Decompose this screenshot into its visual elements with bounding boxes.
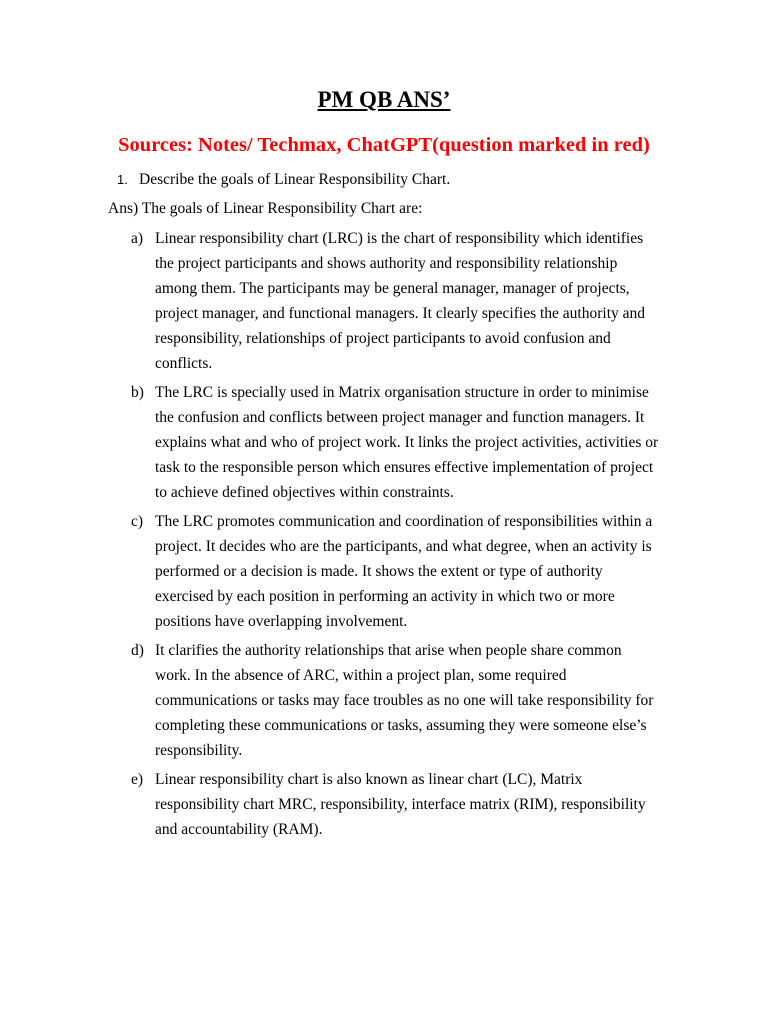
answer-line: The LRC promotes communication and coordination of responsibilities within a (155, 513, 653, 530)
answer-line: and accountability (RAM). (155, 821, 323, 838)
answer-item-b (0, 380, 768, 505)
answer-item-text (155, 226, 768, 376)
answer-list (0, 226, 768, 846)
answer-line: Linear responsibility chart (LRC) is the chart of responsibility which identifies (155, 230, 644, 247)
page-title: PM QB ANS’ (317, 87, 451, 112)
answer-line: task to the responsible person which ensures effective implementation of project (155, 459, 654, 476)
answer-line: among them. The participants may be general manager, manager of projects, (155, 280, 630, 297)
answer-line: Linear responsibility chart is also known as linear chart (LC), Matrix (155, 771, 583, 788)
answer-line: It clarifies the authority relationships that arise when people share common (155, 642, 622, 659)
answer-item-c (0, 509, 768, 634)
answer-line: communications or tasks may face troubles as no one will take responsibility for (155, 692, 654, 709)
answer-item-text (155, 380, 768, 505)
answer-item-a (0, 226, 768, 376)
sources-subtitle: Sources: Notes/ Techmax, ChatGPT(question marked in red) (118, 134, 650, 156)
answer-item-d (0, 638, 768, 763)
answer-line: the confusion and conflicts between project manager and function managers. It (155, 409, 645, 426)
answer-item-text (155, 638, 768, 763)
list-marker: b) (131, 384, 144, 401)
answer-line: work. In the absence of ARC, within a project plan, some required (155, 667, 567, 684)
list-marker: a) (131, 230, 144, 247)
answer-item-e (0, 767, 768, 842)
list-marker: e) (131, 771, 144, 788)
answer-line: performed or a decision is made. It shows the extent or type of authority (155, 563, 603, 580)
answer-line: the project participants and shows authority and responsibility relationship (155, 255, 618, 272)
answer-line: responsibility chart MRC, responsibility, interface matrix (RIM), responsibility (155, 796, 646, 813)
answer-line: completing these communications or tasks, assuming they were someone else’s (155, 717, 647, 734)
answer-intro: Ans) The goals of Linear Responsibility Chart are: (108, 200, 423, 217)
list-marker: c) (131, 513, 144, 530)
answer-line: The LRC is specially used in Matrix organisation structure in order to minimise (155, 384, 649, 401)
answer-line: conflicts. (155, 355, 213, 372)
answer-line: responsibility. (155, 742, 243, 759)
answer-line: project manager, and functional managers. It clearly specifies the authority and (155, 305, 646, 322)
question-text: Describe the goals of Linear Responsibility Chart. (139, 171, 451, 188)
answer-item-text (155, 509, 768, 634)
answer-line: to achieve defined objectives within constraints. (155, 484, 454, 501)
answer-line: explains what and who of project work. It links the project activities, activities or (155, 434, 659, 451)
list-marker: d) (131, 642, 144, 659)
answer-line: responsibility, relationships of project participants to avoid confusion and (155, 330, 611, 347)
answer-line: exercised by each position in performing an activity in which two or more (155, 588, 615, 605)
answer-item-text (155, 767, 768, 842)
answer-line: positions have overlapping involvement. (155, 613, 408, 630)
question-1 (0, 168, 768, 192)
answer-line: project. It decides who are the participants, and what degree, when an activity is (155, 538, 652, 555)
question-number: 1. (117, 172, 128, 187)
